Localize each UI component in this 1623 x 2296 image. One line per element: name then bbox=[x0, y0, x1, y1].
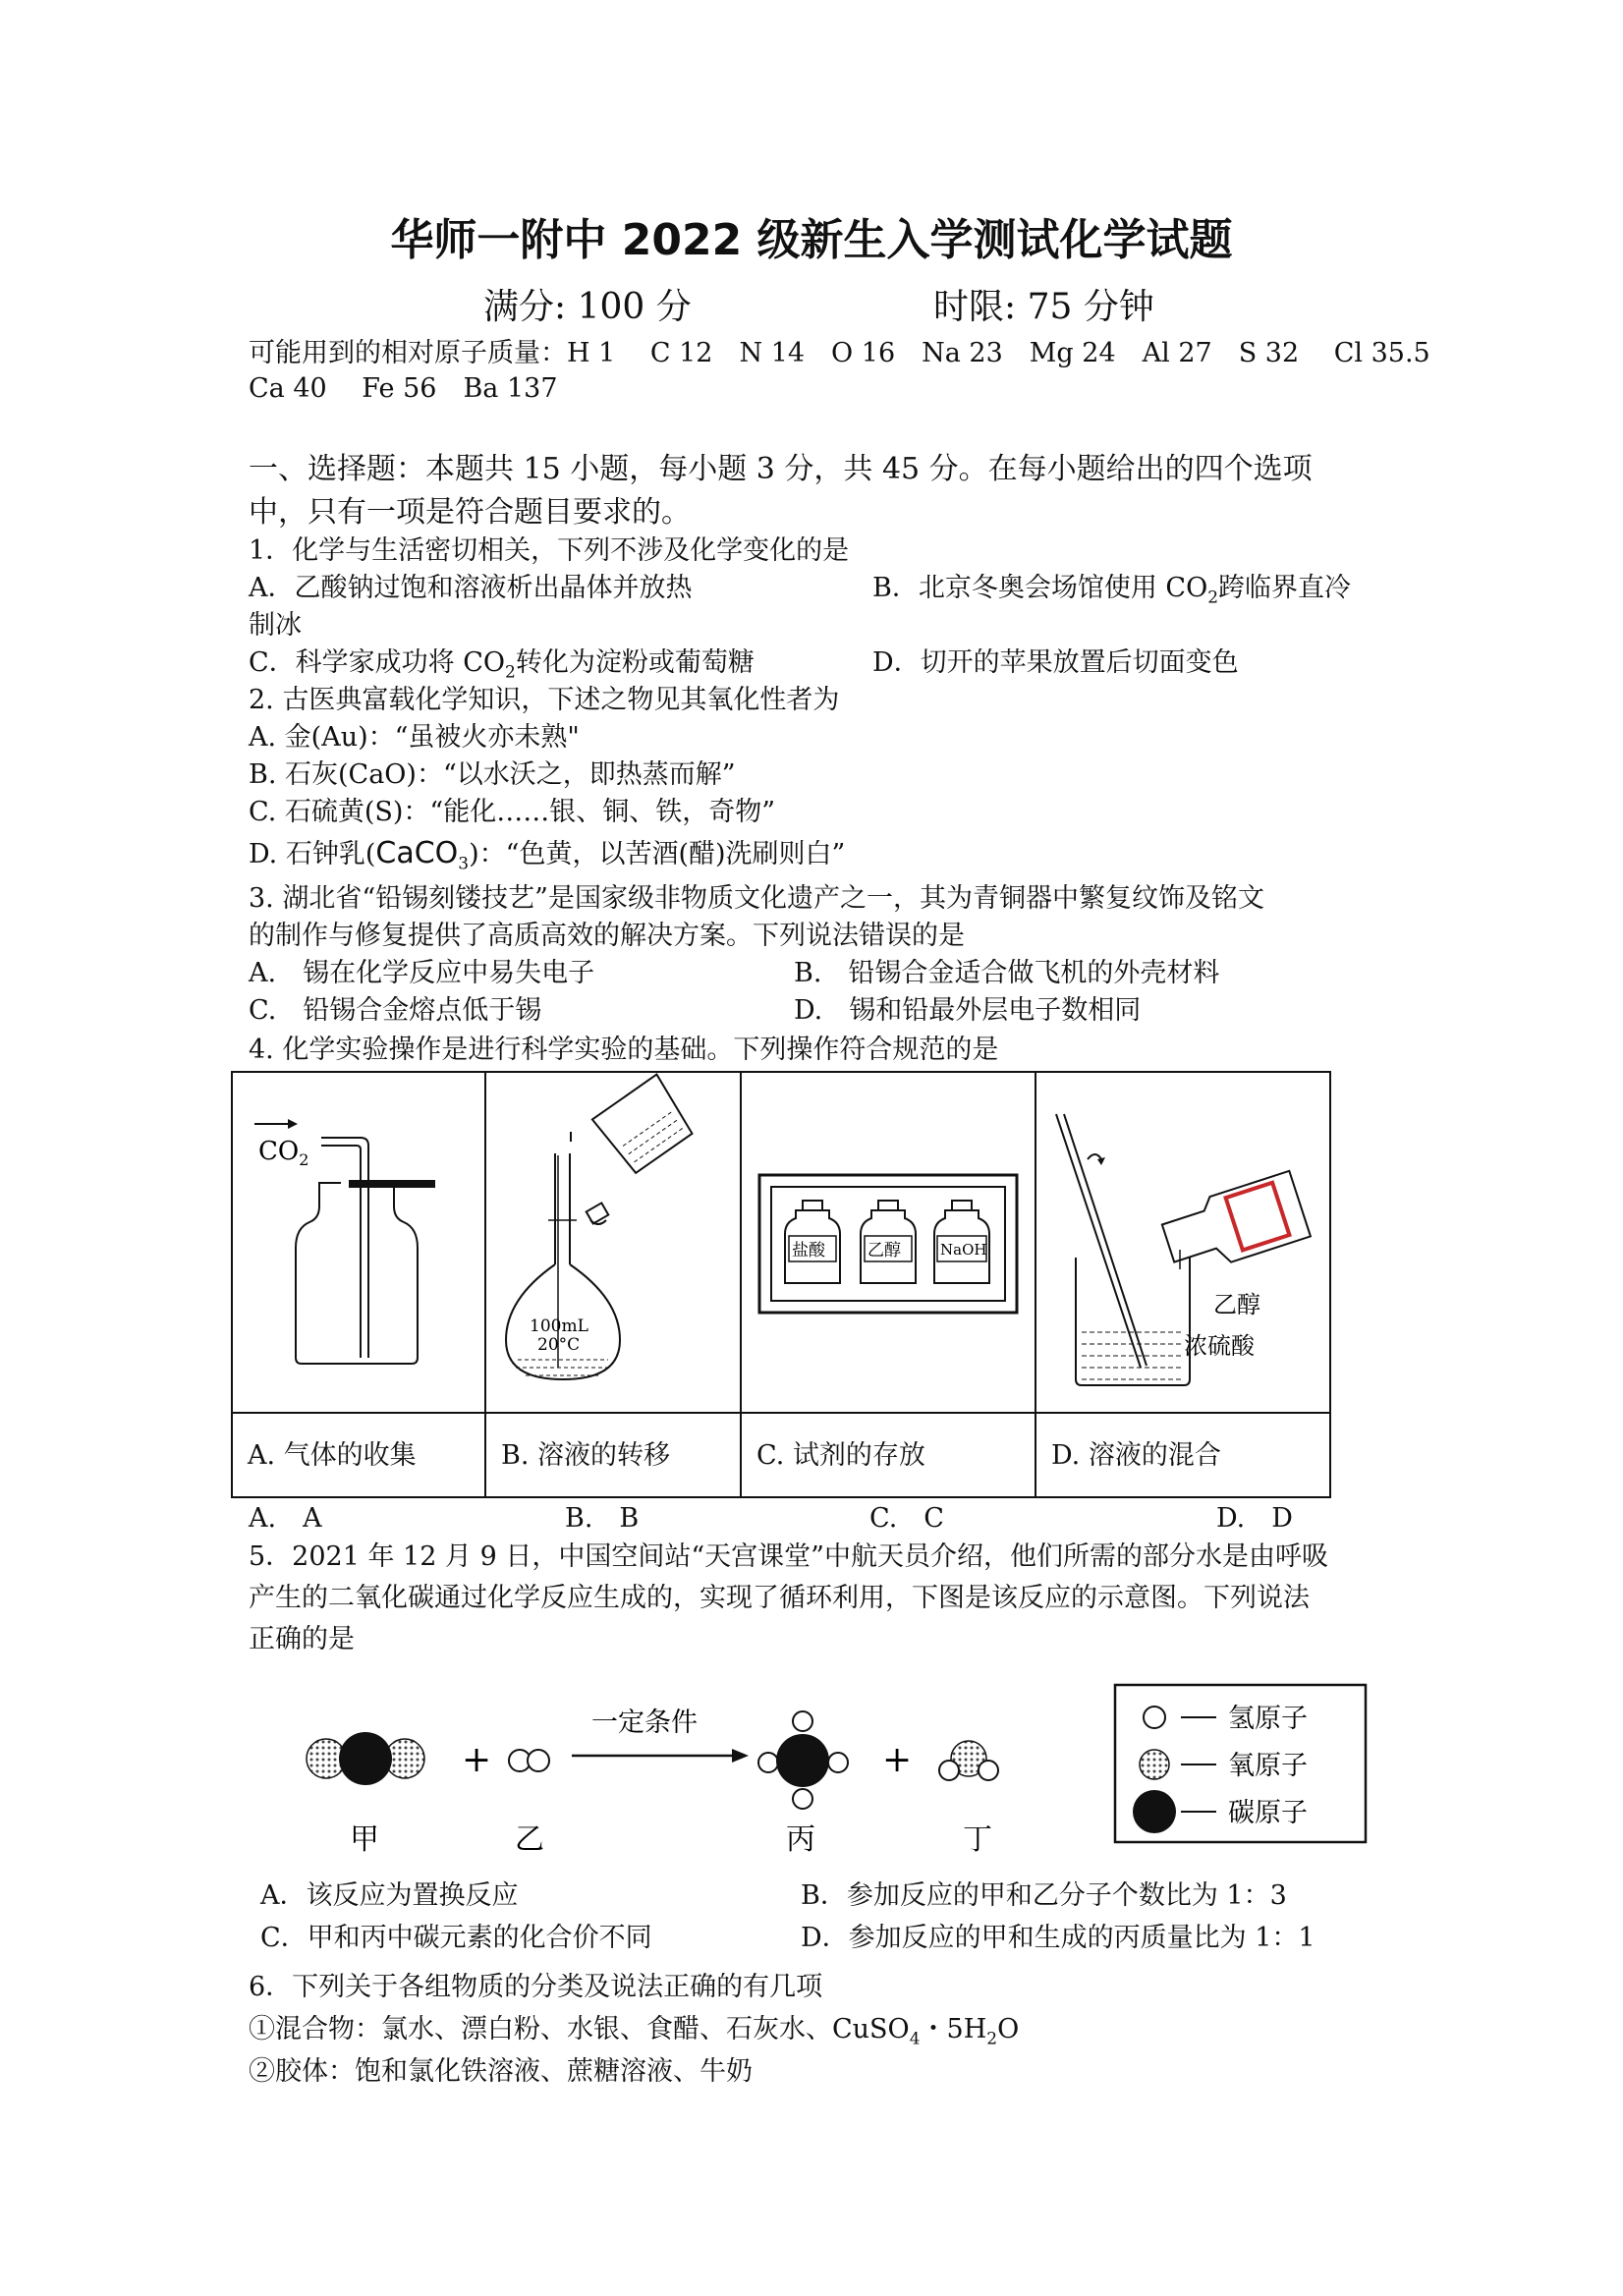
q4-option-c: C. C bbox=[869, 1503, 944, 1534]
q4-caption-c: C. 试剂的存放 bbox=[742, 1412, 1036, 1496]
q4-d-acid: 浓硫酸 bbox=[1184, 1332, 1255, 1360]
q4-figure-c bbox=[742, 1073, 1036, 1412]
q3-option-a: A. 锡在化学反应中易失电子 bbox=[249, 958, 595, 988]
q4-option-a: A. A bbox=[249, 1503, 322, 1534]
q1-option-d: D．切开的苹果放置后切面变色 bbox=[872, 647, 1239, 678]
q1-option-b-cont: 制冰 bbox=[249, 610, 302, 641]
q3-stem-line-1: 3. 湖北省“铅锡刻镂技艺”是国家级非物质文化遗产之一，其为青铜器中繁复纹饰及铭文 bbox=[249, 883, 1264, 914]
q2-option-b: B. 石灰(CaO)：“以水沃之，即热蒸而解” bbox=[249, 759, 736, 790]
svg-text:盐酸: 盐酸 bbox=[792, 1241, 825, 1260]
molecule-bing bbox=[758, 1711, 848, 1809]
q4-b-volume: 100mL bbox=[530, 1316, 588, 1336]
q5-option-d: D．参加反应的甲和生成的丙质量比为 1：1 bbox=[801, 1923, 1315, 1953]
q3-option-b: B. 铅锡合金适合做飞机的外壳材料 bbox=[794, 958, 1220, 988]
q2-option-a: A. 金(Au)：“虽被火亦未熟" bbox=[249, 722, 580, 753]
plus-sign-2: + bbox=[882, 1740, 913, 1780]
q4-figure-table bbox=[231, 1071, 1331, 1498]
q5-option-a: A．该反应为置换反应 bbox=[260, 1880, 519, 1911]
q5-option-b: B．参加反应的甲和乙分子个数比为 1：3 bbox=[801, 1880, 1287, 1911]
legend-oxygen: 氧原子 bbox=[1228, 1751, 1308, 1781]
q3-option-c: C. 铅锡合金熔点低于锡 bbox=[249, 995, 542, 1026]
q3-option-d: D. 锡和铅最外层电子数相同 bbox=[794, 995, 1142, 1026]
section-heading-line-2: 中，只有一项是符合题目要求的。 bbox=[249, 495, 691, 530]
q2-option-c: C. 石硫黄(S)：“能化……银、铜、铁，奇物” bbox=[249, 797, 776, 827]
q4-caption-b: B. 溶液的转移 bbox=[486, 1412, 742, 1496]
q5-stem-line-2: 产生的二氧化碳通过化学反应生成的，实现了循环利用，下图是该反应的示意图。下列说法 bbox=[249, 1583, 1310, 1613]
q4-option-b: B. B bbox=[565, 1503, 640, 1534]
q4-caption-d: D. 溶液的混合 bbox=[1036, 1412, 1331, 1496]
q1-stem: 1．化学与生活密切相关，下列不涉及化学变化的是 bbox=[249, 535, 850, 566]
label-bing: 丙 bbox=[786, 1822, 815, 1857]
q4-c-bottle-2 bbox=[861, 1201, 916, 1283]
atom-legend bbox=[1115, 1685, 1366, 1842]
q1-option-a: A．乙酸钠过饱和溶液析出晶体并放热 bbox=[249, 573, 693, 603]
legend-hydrogen: 氢原子 bbox=[1228, 1704, 1308, 1734]
svg-text:NaOH: NaOH bbox=[940, 1241, 987, 1259]
molecule-ding bbox=[939, 1741, 998, 1780]
atomic-mass-line-1: 可能用到的相对原子质量：H 1 C 12 N 14 O 16 Na 23 Mg 24 Al 27 S 32 Cl 35.5 bbox=[249, 338, 1430, 368]
q4-figure-a bbox=[233, 1073, 486, 1412]
svg-text:乙醇: 乙醇 bbox=[867, 1241, 901, 1260]
q4-d-ethanol: 乙醇 bbox=[1213, 1291, 1260, 1318]
q3-stem-line-2: 的制作与修复提供了高质高效的解决方案。下列说法错误的是 bbox=[249, 921, 965, 951]
q4-a-co2-label: $CO_2$ bbox=[258, 1137, 309, 1169]
plus-sign-1: + bbox=[462, 1740, 492, 1780]
q4-figure-d bbox=[1036, 1073, 1331, 1412]
q5-reaction-diagram bbox=[285, 1680, 1395, 1896]
q5-option-c: C．甲和丙中碳元素的化合价不同 bbox=[260, 1923, 652, 1953]
q4-option-d: D. D bbox=[1216, 1503, 1293, 1534]
q4-c-bottle-3 bbox=[934, 1201, 989, 1283]
q6-item-1: ①混合物：氯水、漂白粉、水银、食醋、石灰水、CuSO$_4$・$5H_2O$ bbox=[249, 2014, 1020, 2049]
q4-c-bottle-1 bbox=[785, 1201, 840, 1283]
molecule-yi bbox=[509, 1750, 549, 1771]
full-score: 满分: 100 分 bbox=[483, 287, 692, 327]
q5-stem-line-3: 正确的是 bbox=[249, 1624, 355, 1654]
q6-stem: 6．下列关于各组物质的分类及说法正确的有几项 bbox=[249, 1972, 823, 2002]
q4-stem: 4. 化学实验操作是进行科学实验的基础。下列操作符合规范的是 bbox=[249, 1035, 999, 1065]
atomic-mass-line-2: Ca 40 Fe 56 Ba 137 bbox=[249, 373, 558, 404]
q4-caption-a: A. 气体的收集 bbox=[233, 1412, 486, 1496]
time-limit: 时限: 75 分钟 bbox=[933, 287, 1154, 327]
q1-option-b: B．北京冬奥会场馆使用 $CO_2$跨临界直冷 bbox=[872, 573, 1352, 608]
q2-option-d: D. 石钟乳(CaCO$_3$)：“色黄，以苦酒(醋)洗刷则白” bbox=[249, 836, 846, 874]
legend-carbon: 碳原子 bbox=[1228, 1798, 1308, 1828]
q2-stem: 2. 古医典富载化学知识，下述之物见其氧化性者为 bbox=[249, 685, 840, 715]
molecule-jia bbox=[307, 1732, 424, 1785]
label-jia: 甲 bbox=[350, 1822, 379, 1857]
reaction-condition: 一定条件 bbox=[591, 1708, 698, 1738]
q4-figure-b bbox=[486, 1073, 742, 1412]
label-ding: 丁 bbox=[963, 1822, 992, 1857]
q1-option-c: C．科学家成功将 $CO_2$转化为淀粉或葡萄糖 bbox=[249, 647, 755, 683]
page-title: 华师一附中 2022 级新生入学测试化学试题 bbox=[390, 215, 1233, 265]
label-yi: 乙 bbox=[515, 1822, 544, 1857]
q6-item-2: ②胶体：饱和氯化铁溶液、蔗糖溶液、牛奶 bbox=[249, 2056, 753, 2087]
q4-b-temp: 20°C bbox=[537, 1335, 581, 1355]
section-heading-line-1: 一、选择题：本题共 15 小题，每小题 3 分，共 45 分。在每小题给出的四个选项 bbox=[249, 452, 1313, 486]
q5-stem-line-1: 5．2021 年 12 月 9 日，中国空间站“天宫课堂”中航天员介绍，他们所需的部分水是由呼吸 bbox=[249, 1541, 1328, 1572]
